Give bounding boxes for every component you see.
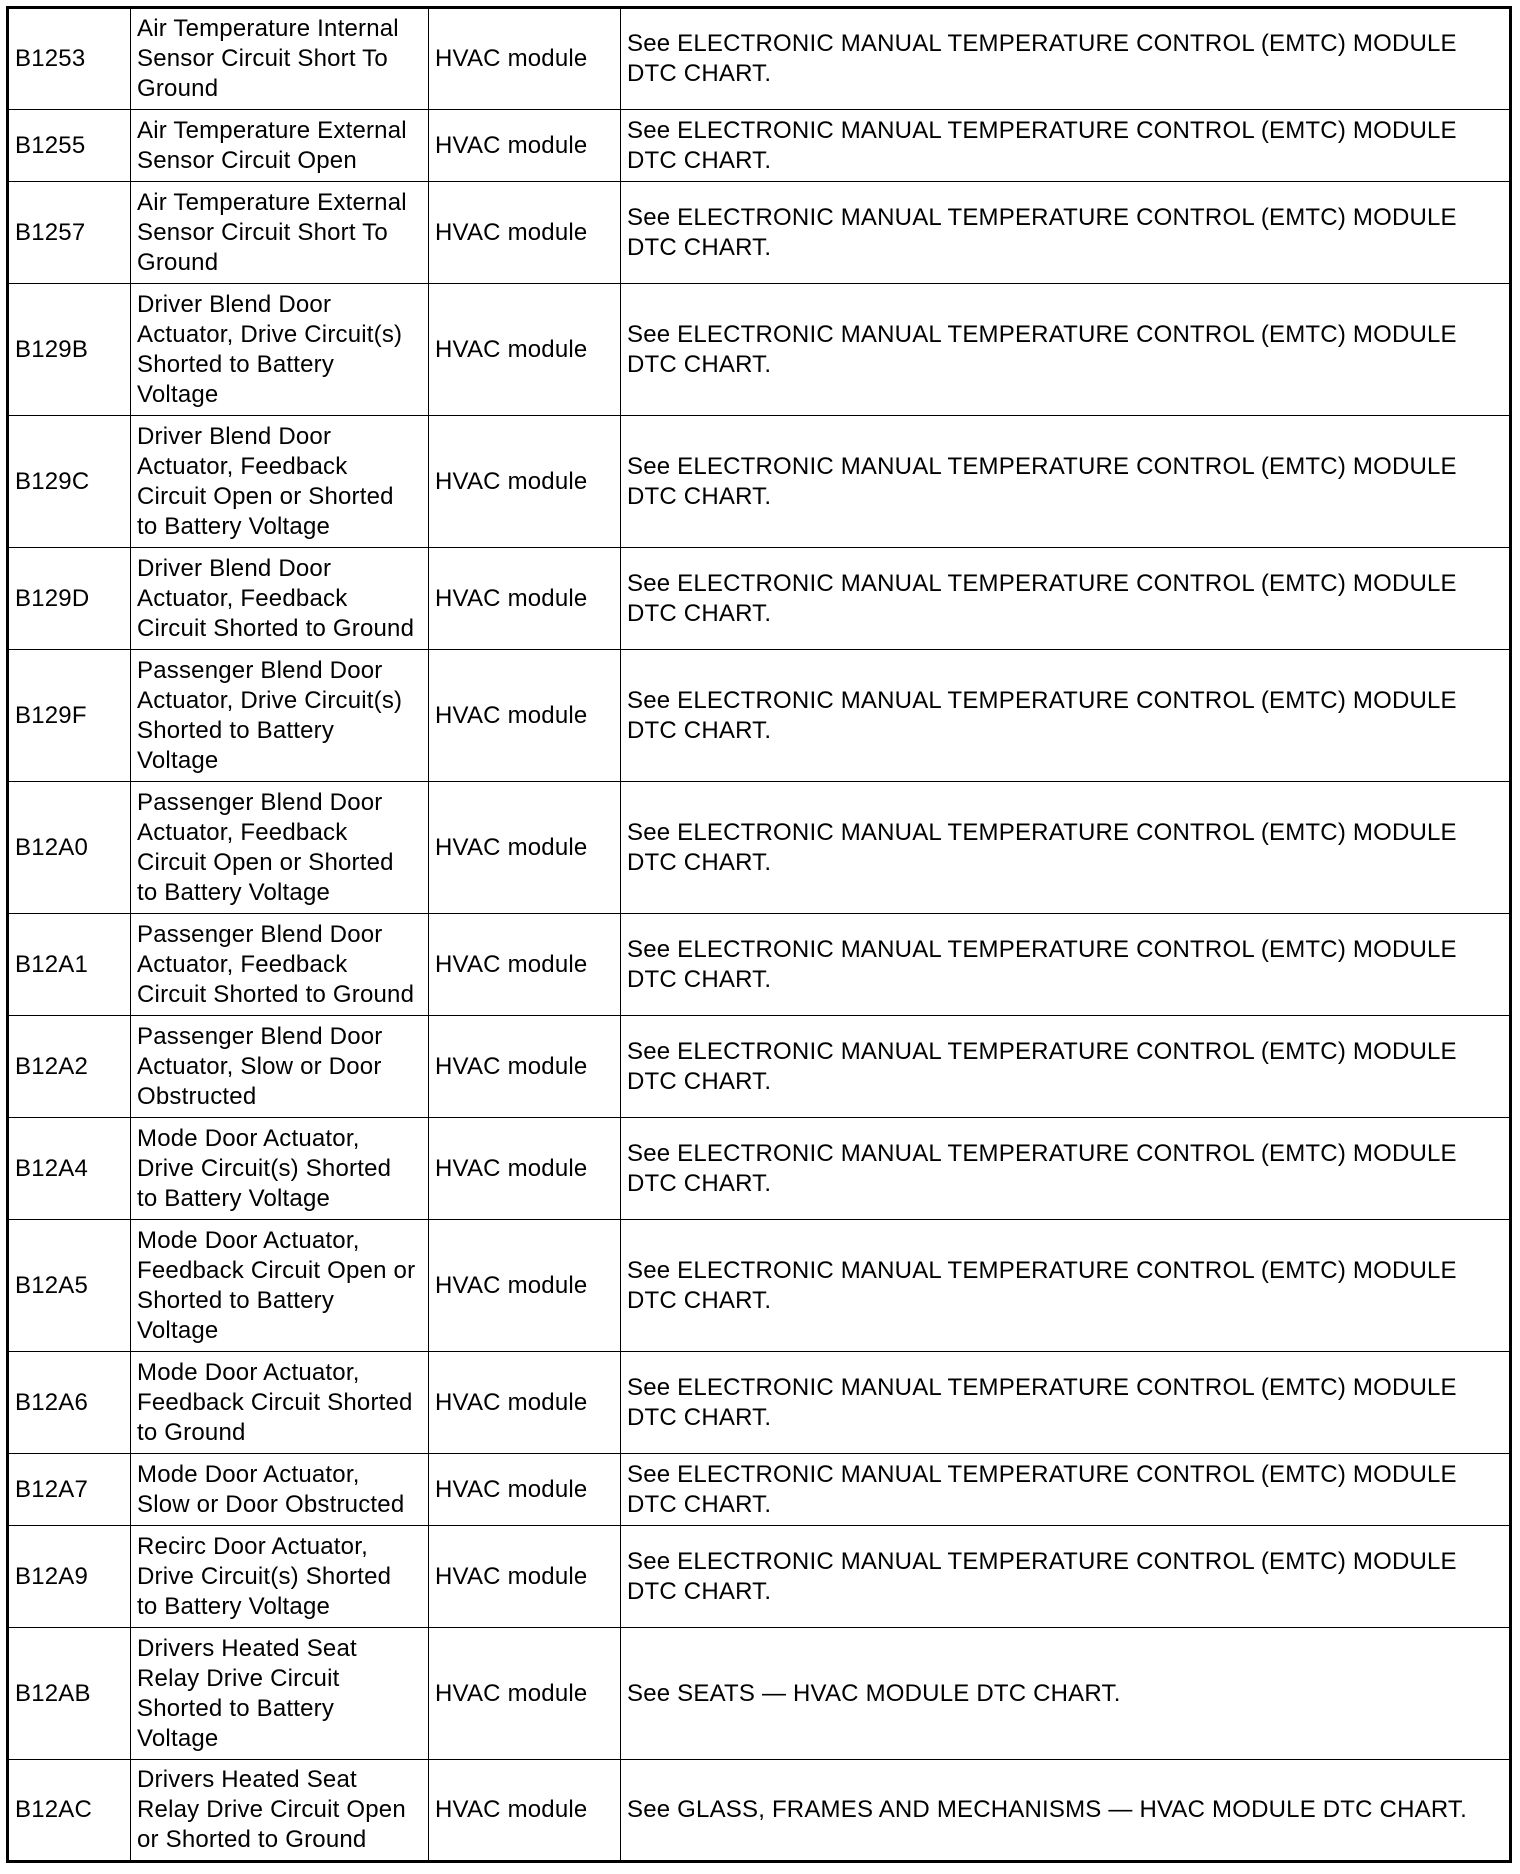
dtc-description-cell: Driver Blend Door Actuator, Drive Circuit(s) Shorted to Battery Voltage <box>131 284 429 416</box>
dtc-action-cell: See ELECTRONIC MANUAL TEMPERATURE CONTROL (EMTC) MODULE DTC CHART. <box>621 1118 1511 1220</box>
dtc-code-cell: B12A6 <box>8 1352 131 1454</box>
dtc-description-cell: Mode Door Actuator, Drive Circuit(s) Shorted to Battery Voltage <box>131 1118 429 1220</box>
dtc-action-cell: See ELECTRONIC MANUAL TEMPERATURE CONTROL (EMTC) MODULE DTC CHART. <box>621 1526 1511 1628</box>
table-row <box>8 1454 1511 1526</box>
dtc-action-cell: See ELECTRONIC MANUAL TEMPERATURE CONTROL (EMTC) MODULE DTC CHART. <box>621 1454 1511 1526</box>
dtc-action-cell: See ELECTRONIC MANUAL TEMPERATURE CONTROL (EMTC) MODULE DTC CHART. <box>621 650 1511 782</box>
dtc-action-cell: See ELECTRONIC MANUAL TEMPERATURE CONTROL (EMTC) MODULE DTC CHART. <box>621 416 1511 548</box>
dtc-action-cell: See ELECTRONIC MANUAL TEMPERATURE CONTROL (EMTC) MODULE DTC CHART. <box>621 1352 1511 1454</box>
dtc-code-cell: B1253 <box>8 8 131 110</box>
dtc-module-cell: HVAC module <box>429 548 621 650</box>
table-row <box>8 182 1511 284</box>
table-row <box>8 1016 1511 1118</box>
dtc-module-cell: HVAC module <box>429 914 621 1016</box>
dtc-action-cell: See ELECTRONIC MANUAL TEMPERATURE CONTROL (EMTC) MODULE DTC CHART. <box>621 782 1511 914</box>
dtc-module-cell: HVAC module <box>429 782 621 914</box>
dtc-action-cell: See ELECTRONIC MANUAL TEMPERATURE CONTROL (EMTC) MODULE DTC CHART. <box>621 1016 1511 1118</box>
table-row <box>8 1352 1511 1454</box>
dtc-code-cell: B129F <box>8 650 131 782</box>
dtc-module-cell: HVAC module <box>429 416 621 548</box>
dtc-code-cell: B12A5 <box>8 1220 131 1352</box>
dtc-code-cell: B12AB <box>8 1628 131 1760</box>
dtc-description-cell: Passenger Blend Door Actuator, Slow or Door Obstructed <box>131 1016 429 1118</box>
dtc-module-cell: HVAC module <box>429 1454 621 1526</box>
table-row <box>8 284 1511 416</box>
dtc-description-cell: Passenger Blend Door Actuator, Feedback Circuit Shorted to Ground <box>131 914 429 1016</box>
table-row <box>8 914 1511 1016</box>
dtc-code-cell: B129C <box>8 416 131 548</box>
dtc-module-cell: HVAC module <box>429 1352 621 1454</box>
table-row <box>8 1526 1511 1628</box>
dtc-module-cell: HVAC module <box>429 650 621 782</box>
dtc-action-cell: See ELECTRONIC MANUAL TEMPERATURE CONTROL (EMTC) MODULE DTC CHART. <box>621 110 1511 182</box>
dtc-description-cell: Mode Door Actuator, Feedback Circuit Shorted to Ground <box>131 1352 429 1454</box>
dtc-description-cell: Driver Blend Door Actuator, Feedback Circuit Open or Shorted to Battery Voltage <box>131 416 429 548</box>
dtc-description-cell: Drivers Heated Seat Relay Drive Circuit Shorted to Battery Voltage <box>131 1628 429 1760</box>
dtc-code-cell: B12A9 <box>8 1526 131 1628</box>
dtc-description-cell: Mode Door Actuator, Feedback Circuit Open or Shorted to Battery Voltage <box>131 1220 429 1352</box>
dtc-description-cell: Recirc Door Actuator, Drive Circuit(s) Shorted to Battery Voltage <box>131 1526 429 1628</box>
dtc-code-cell: B129D <box>8 548 131 650</box>
table-row <box>8 1220 1511 1352</box>
table-row <box>8 8 1511 110</box>
table-row <box>8 416 1511 548</box>
table-row <box>8 1118 1511 1220</box>
dtc-table-body <box>8 8 1511 1862</box>
dtc-module-cell: HVAC module <box>429 1220 621 1352</box>
table-row <box>8 650 1511 782</box>
dtc-action-cell: See GLASS, FRAMES AND MECHANISMS — HVAC MODULE DTC CHART. <box>621 1760 1511 1862</box>
dtc-action-cell: See ELECTRONIC MANUAL TEMPERATURE CONTROL (EMTC) MODULE DTC CHART. <box>621 914 1511 1016</box>
dtc-table <box>6 6 1512 1863</box>
dtc-module-cell: HVAC module <box>429 1628 621 1760</box>
dtc-code-cell: B12A2 <box>8 1016 131 1118</box>
dtc-description-cell: Air Temperature External Sensor Circuit Open <box>131 110 429 182</box>
dtc-description-cell: Passenger Blend Door Actuator, Drive Circuit(s) Shorted to Battery Voltage <box>131 650 429 782</box>
dtc-code-cell: B12A0 <box>8 782 131 914</box>
table-row <box>8 548 1511 650</box>
dtc-action-cell: See ELECTRONIC MANUAL TEMPERATURE CONTROL (EMTC) MODULE DTC CHART. <box>621 182 1511 284</box>
dtc-description-cell: Air Temperature Internal Sensor Circuit Short To Ground <box>131 8 429 110</box>
dtc-description-cell: Passenger Blend Door Actuator, Feedback Circuit Open or Shorted to Battery Voltage <box>131 782 429 914</box>
dtc-code-cell: B12A4 <box>8 1118 131 1220</box>
dtc-action-cell: See ELECTRONIC MANUAL TEMPERATURE CONTROL (EMTC) MODULE DTC CHART. <box>621 1220 1511 1352</box>
dtc-description-cell: Driver Blend Door Actuator, Feedback Circuit Shorted to Ground <box>131 548 429 650</box>
dtc-module-cell: HVAC module <box>429 284 621 416</box>
table-row <box>8 1628 1511 1760</box>
dtc-module-cell: HVAC module <box>429 1526 621 1628</box>
dtc-module-cell: HVAC module <box>429 182 621 284</box>
dtc-module-cell: HVAC module <box>429 1760 621 1862</box>
table-row <box>8 1760 1511 1862</box>
dtc-code-cell: B1255 <box>8 110 131 182</box>
dtc-action-cell: See SEATS — HVAC MODULE DTC CHART. <box>621 1628 1511 1760</box>
table-row <box>8 110 1511 182</box>
dtc-module-cell: HVAC module <box>429 110 621 182</box>
table-row <box>8 782 1511 914</box>
dtc-code-cell: B129B <box>8 284 131 416</box>
dtc-module-cell: HVAC module <box>429 1118 621 1220</box>
dtc-module-cell: HVAC module <box>429 8 621 110</box>
dtc-code-cell: B12AC <box>8 1760 131 1862</box>
dtc-action-cell: See ELECTRONIC MANUAL TEMPERATURE CONTROL (EMTC) MODULE DTC CHART. <box>621 548 1511 650</box>
dtc-code-cell: B1257 <box>8 182 131 284</box>
dtc-code-cell: B12A7 <box>8 1454 131 1526</box>
dtc-description-cell: Drivers Heated Seat Relay Drive Circuit Open or Shorted to Ground <box>131 1760 429 1862</box>
dtc-description-cell: Mode Door Actuator, Slow or Door Obstructed <box>131 1454 429 1526</box>
dtc-module-cell: HVAC module <box>429 1016 621 1118</box>
dtc-action-cell: See ELECTRONIC MANUAL TEMPERATURE CONTROL (EMTC) MODULE DTC CHART. <box>621 284 1511 416</box>
dtc-action-cell: See ELECTRONIC MANUAL TEMPERATURE CONTROL (EMTC) MODULE DTC CHART. <box>621 8 1511 110</box>
dtc-code-cell: B12A1 <box>8 914 131 1016</box>
dtc-description-cell: Air Temperature External Sensor Circuit Short To Ground <box>131 182 429 284</box>
